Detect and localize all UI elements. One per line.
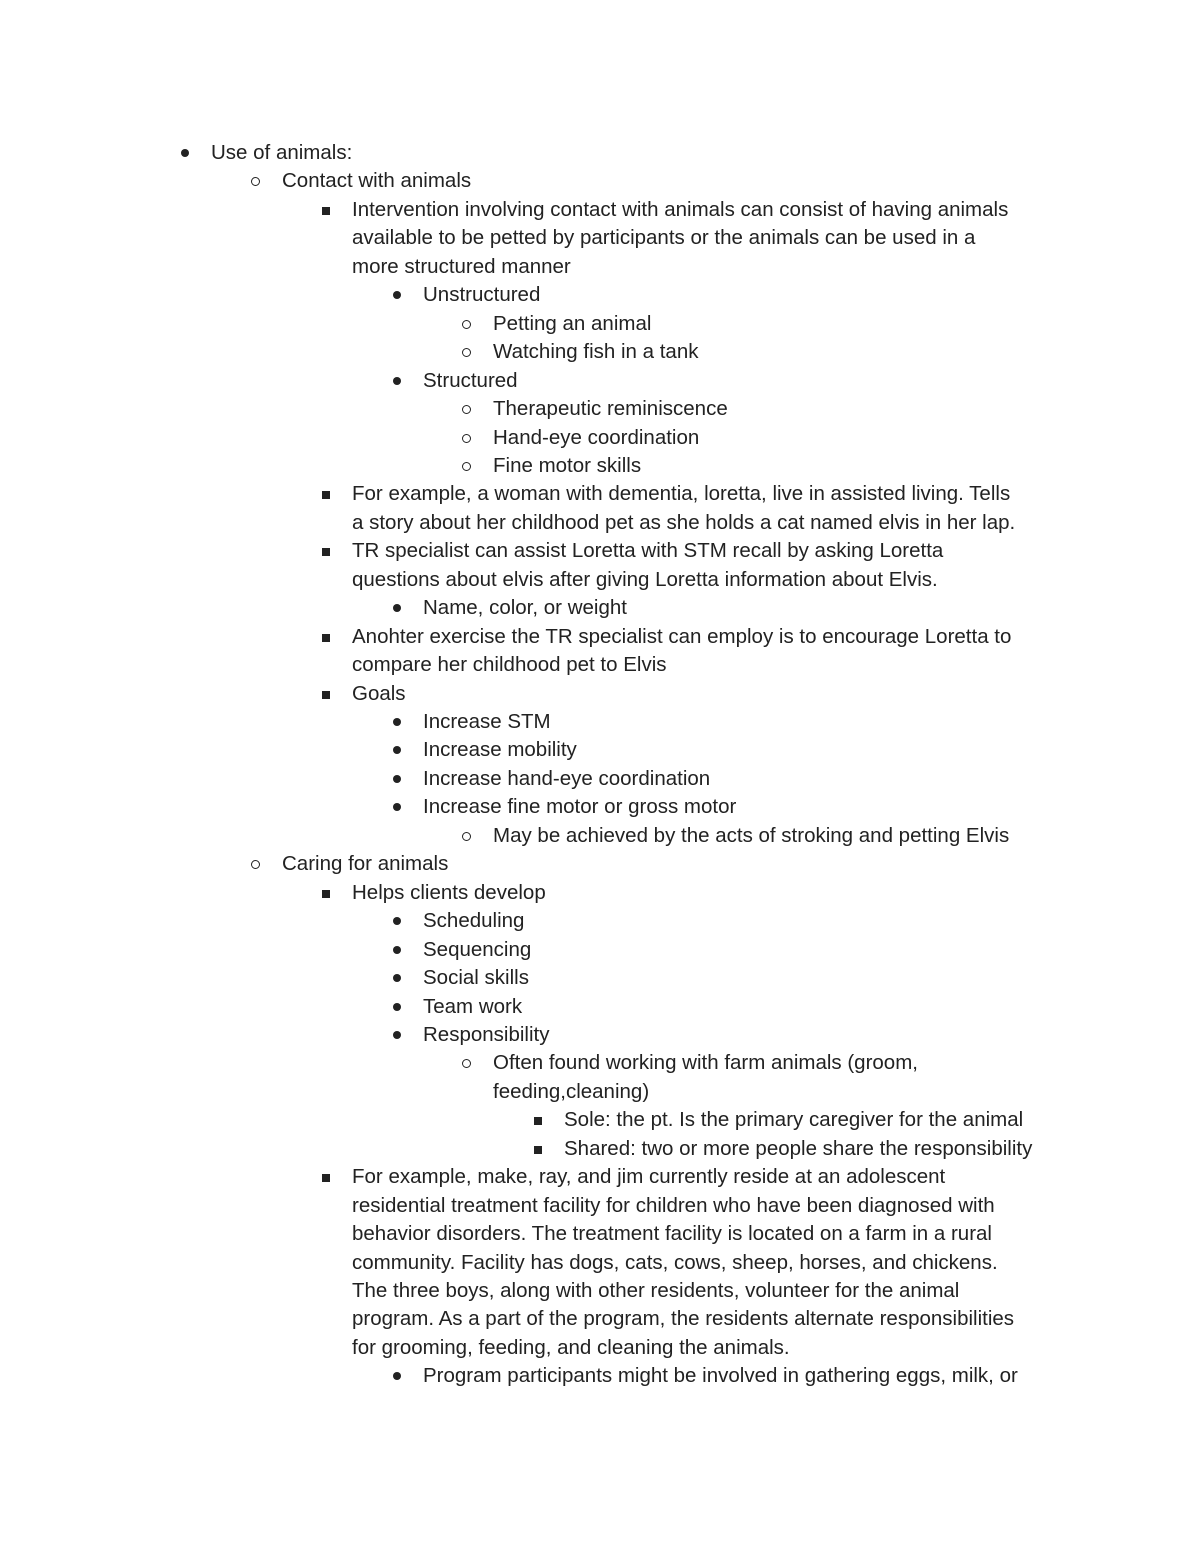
- square-bullet-icon: [316, 537, 336, 565]
- list-item-text: available to be petted by participants or the animals can be used in a: [352, 226, 976, 250]
- list-item-text: Shared: two or more people share the responsibility: [564, 1136, 1033, 1160]
- list-item-text: Watching fish in a tank: [493, 340, 699, 364]
- list-item-text: For example, a woman with dementia, loretta, live in assisted living. Tells: [352, 482, 1011, 506]
- list-item-text: Anohter exercise the TR specialist can employ is to encourage Loretta to: [352, 624, 1012, 648]
- disc-bullet-icon: [387, 765, 407, 793]
- circle-bullet-icon: [457, 452, 477, 480]
- list-item-text: For example, make, ray, and jim currently reside at an adolescent: [352, 1165, 946, 1189]
- list-item-text: Structured: [423, 368, 518, 392]
- disc-bullet-icon: [387, 367, 407, 395]
- list-item-text: Increase STM: [423, 710, 551, 733]
- list-item-text: Intervention involving contact with animals can consist of having animals: [352, 197, 1009, 221]
- disc-bullet-icon: [387, 793, 407, 821]
- circle-bullet-icon: [246, 167, 266, 195]
- list-item-text: Increase mobility: [423, 738, 577, 762]
- list-item-text: Team work: [423, 994, 523, 1018]
- square-bullet-icon: [528, 1135, 548, 1163]
- list-item-text: Contact with animals: [282, 169, 472, 193]
- list-item-text: Hand-eye coordination: [493, 425, 700, 449]
- square-bullet-icon: [316, 623, 336, 651]
- square-bullet-icon: [316, 1163, 336, 1191]
- list-item-text: Social skills: [423, 966, 529, 990]
- disc-bullet-icon: [387, 964, 407, 992]
- disc-bullet-icon: [175, 139, 195, 167]
- list-item-text: Program participants might be involved in gathering eggs, milk, or: [423, 1364, 1018, 1388]
- list-item-text: Increase fine motor or gross motor: [423, 795, 737, 819]
- list-item-text: program. As a part of the program, the residents alternate responsibilities: [352, 1307, 1015, 1331]
- list-item-text: more structured manner: [352, 254, 571, 278]
- list-item-text: Caring for animals: [282, 852, 449, 876]
- list-item-text: Goals: [352, 681, 406, 705]
- square-bullet-icon: [316, 879, 336, 907]
- list-item-text: Responsibility: [423, 1022, 550, 1046]
- circle-bullet-icon: [246, 850, 266, 878]
- list-item-text: TR specialist can assist Loretta with STM recall by asking Loretta: [352, 539, 944, 563]
- square-bullet-icon: [316, 680, 336, 708]
- list-item-text: compare her childhood pet to Elvis: [352, 653, 667, 677]
- disc-bullet-icon: [387, 936, 407, 964]
- circle-bullet-icon: [457, 310, 477, 338]
- disc-bullet-icon: [387, 281, 407, 309]
- list-item-text: Name, color, or weight: [423, 596, 627, 620]
- square-bullet-icon: [316, 480, 336, 508]
- disc-bullet-icon: [387, 1362, 407, 1390]
- circle-bullet-icon: [457, 1049, 477, 1077]
- circle-bullet-icon: [457, 822, 477, 850]
- list-item-text: Increase hand-eye coordination: [423, 766, 711, 790]
- list-item-text: May be achieved by the acts of stroking and petting Elvis: [493, 823, 1010, 847]
- disc-bullet-icon: [387, 708, 407, 736]
- list-item-text: The three boys, along with other residents, volunteer for the animal: [352, 1279, 960, 1302]
- disc-bullet-icon: [387, 1021, 407, 1049]
- list-item-text: Helps clients develop: [352, 880, 546, 904]
- square-bullet-icon: [528, 1106, 548, 1134]
- list-item-text: feeding,cleaning): [493, 1079, 650, 1103]
- list-item-text: Sequencing: [423, 937, 532, 961]
- disc-bullet-icon: [387, 594, 407, 622]
- circle-bullet-icon: [457, 395, 477, 423]
- list-item-text: a story about her childhood pet as she holds a cat named elvis in her lap.: [352, 510, 1016, 534]
- list-item-text: Scheduling: [423, 909, 525, 933]
- list-item-text: Fine motor skills: [493, 453, 642, 477]
- circle-bullet-icon: [457, 424, 477, 452]
- list-item-text: residential treatment facility for children who have been diagnosed with: [352, 1193, 995, 1217]
- list-item-text: community. Facility has dogs, cats, cows, sheep, horses, and chickens.: [352, 1250, 998, 1274]
- disc-bullet-icon: [387, 907, 407, 935]
- disc-bullet-icon: [387, 736, 407, 764]
- disc-bullet-icon: [387, 993, 407, 1021]
- list-item-text: behavior disorders. The treatment facility is located on a farm in a rural: [352, 1222, 992, 1246]
- square-bullet-icon: [316, 196, 336, 224]
- circle-bullet-icon: [457, 338, 477, 366]
- list-item-text: Use of animals:: [211, 141, 353, 164]
- list-item-text: for grooming, feeding, and cleaning the animals.: [352, 1335, 790, 1359]
- list-item-text: questions about elvis after giving Loretta information about Elvis.: [352, 567, 938, 591]
- list-item-text: Petting an animal: [493, 311, 652, 335]
- list-item-text: Therapeutic reminiscence: [493, 397, 728, 421]
- list-item-text: Often found working with farm animals (groom,: [493, 1051, 918, 1075]
- list-item-text: Sole: the pt. Is the primary caregiver for the animal: [564, 1108, 1024, 1132]
- list-item-text: Unstructured: [423, 283, 541, 307]
